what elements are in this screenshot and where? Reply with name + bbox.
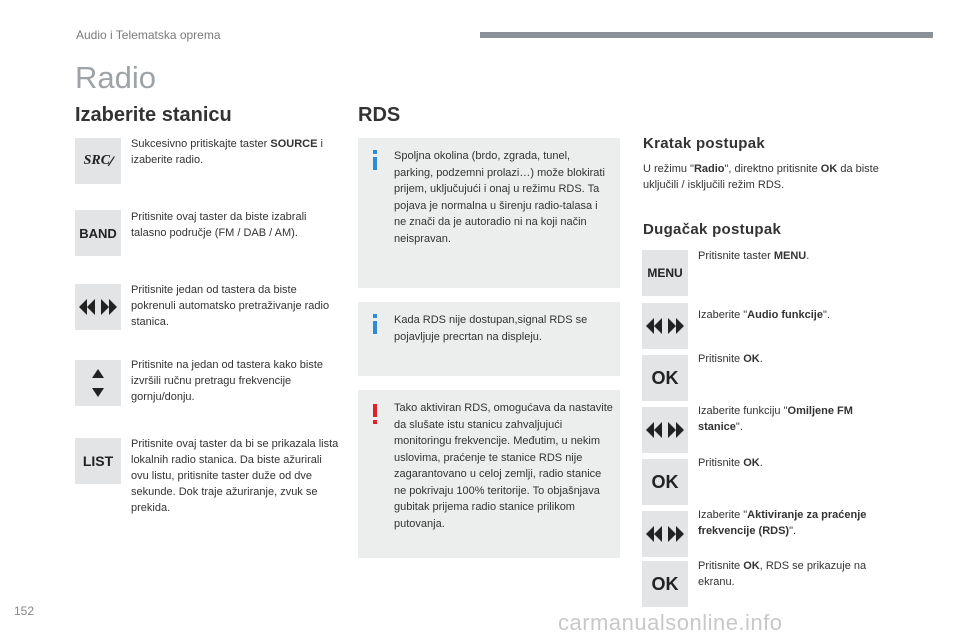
short-procedure-title: Kratak postupak (643, 135, 766, 152)
step-press-ok (698, 455, 898, 471)
step-text-post: , RDS se prikazuje na ekranu. (698, 560, 867, 588)
warning-note-rds-monitoring (358, 390, 620, 558)
info-note-rds-unavailable-text: Kada RDS nije dostupan,signal RDS se pojavljuje precrtan na displeju. (394, 314, 588, 343)
step-favorite-fm (698, 403, 888, 435)
src-text-post: i izaberite radio. (131, 138, 323, 166)
short-text-radio: Radio (693, 163, 725, 175)
warning-icon (370, 404, 380, 424)
step-text-bold: Audio funkcije (747, 309, 823, 321)
src-slash: ⁄ (110, 153, 113, 169)
src-label: SRC (83, 153, 111, 168)
short-procedure-text (643, 161, 888, 193)
step-press-ok-rds (698, 558, 893, 590)
step-text-bold: OK (743, 560, 760, 572)
step-text-post: . (806, 250, 810, 262)
triangle-up-icon (92, 369, 104, 378)
step-text-pre: Pritisnite (698, 353, 744, 365)
step-text-post: ". (822, 309, 830, 321)
step-text-pre: Pritisnite taster (698, 250, 774, 262)
ok-button-icon (642, 561, 688, 607)
info-note-reception-text: Spoljna okolina (brdo, zgrada, tunel, parking, podzemni prolazi…) može blokirati prijem, uključujući i onaj u režimu RDS. Ta pojava je normalna u širenju radio-talasa i ne znači da je autoradio ni na koji način neispravan. (394, 150, 605, 245)
long-procedure-title: Dugačak postupak (643, 221, 782, 238)
step-audio-functions (698, 307, 898, 323)
chapter-header: Audio i Telematska oprema (76, 28, 221, 42)
up-down-buttons-icon (75, 360, 121, 406)
step-text-post: . (759, 353, 763, 365)
short-text-3: da biste uključili / isključili režim RDS. (643, 163, 879, 191)
ok-button-icon (642, 355, 688, 401)
seek-buttons-icon (75, 284, 121, 330)
triangle-down-icon (92, 388, 104, 397)
info-note-rds-unavailable (358, 302, 620, 376)
step-menu (698, 248, 898, 264)
band-instruction: Pritisnite ovaj taster da biste izabrali talasno područje (FM / DAB / AM). (131, 211, 307, 239)
band-button-icon (75, 210, 121, 256)
short-text-1: U režimu " (643, 163, 694, 175)
watermark: carmanualsonline.info (558, 610, 783, 635)
src-instruction (131, 136, 331, 168)
step-text-pre: Izaberite " (698, 309, 748, 321)
step-text-bold: OK (743, 457, 760, 469)
menu-button-icon (642, 250, 688, 296)
step-text-pre: Izaberite funkciju " (698, 405, 788, 417)
menu-label: MENU (647, 266, 683, 280)
step-text-pre: Izaberite " (698, 509, 748, 521)
short-text-ok: OK (820, 163, 838, 175)
info-icon (370, 314, 380, 334)
src-text-pre: Sukcesivno pritiskajte taster (131, 138, 271, 150)
seek-arrows-icon (644, 318, 686, 334)
step-text-bold: Omiljene FM stanice (698, 405, 853, 433)
ok-label: OK (651, 573, 679, 594)
step-text-post: . (759, 457, 763, 469)
info-note-reception (358, 138, 620, 288)
ok-label: OK (651, 471, 679, 492)
step-rds-tracking (698, 507, 898, 539)
step-text-pre: Pritisnite (698, 457, 744, 469)
seek-arrows-icon (77, 299, 119, 315)
seek-instruction: Pritisnite jedan od tastera da biste pokrenuli automatsko pretraživanje radio stanica. (131, 284, 330, 328)
warning-note-text: Tako aktiviran RDS, omogućava da nastavite da slušate istu stanicu zahvaljujući monitoringu frekvencije. Međutim, u nekim uslovima, praćenje te stanice RDS nije zagarantovano u celoj zemlji, radio stanice ne pokrivaju 100% teritorije. To objašnjava gubitak prijema radio stanice prilikom putovanja. (394, 402, 613, 530)
step-text-bold: OK (743, 353, 760, 365)
src-text-bold: SOURCE (270, 138, 318, 150)
arrows-button-icon (642, 511, 688, 557)
info-icon (370, 150, 380, 170)
arrows-button-icon (642, 303, 688, 349)
page-title: Radio (75, 60, 156, 95)
step-text-post: ". (735, 421, 743, 433)
list-label: LIST (82, 453, 114, 469)
page-number: 152 (14, 604, 35, 618)
seek-arrows-icon (644, 422, 686, 438)
list-instruction: Pritisnite ovaj taster da bi se prikazala lista lokalnih radio stanica. Da biste ažurirali ovu listu, pritisnite taster duže od dve sekunde. Dok traje ažuriranje, zvuk se prekida. (131, 438, 339, 514)
ok-button-icon (642, 459, 688, 505)
header-divider (480, 32, 933, 38)
arrows-button-icon (642, 407, 688, 453)
seek-arrows-icon (644, 526, 686, 542)
section-title-rds: RDS (358, 104, 401, 126)
step-text-bold: Aktiviranje za praćenje frekvencije (RDS) (698, 509, 867, 537)
list-button-icon (75, 438, 121, 484)
step-text-post: ". (789, 525, 797, 537)
band-label: BAND (79, 225, 117, 241)
manual-search-instruction: Pritisnite na jedan od tastera kako biste izvršili ručnu pretragu frekvencije gornju/donju. (131, 359, 324, 403)
step-text-pre: Pritisnite (698, 560, 744, 572)
step-text-bold: MENU (773, 250, 807, 262)
src-button-icon (75, 138, 121, 184)
short-text-2: ", direktno pritisnite (724, 163, 821, 175)
section-title-select-station: Izaberite stanicu (75, 104, 232, 126)
ok-label: OK (651, 367, 679, 388)
step-press-ok (698, 351, 898, 367)
